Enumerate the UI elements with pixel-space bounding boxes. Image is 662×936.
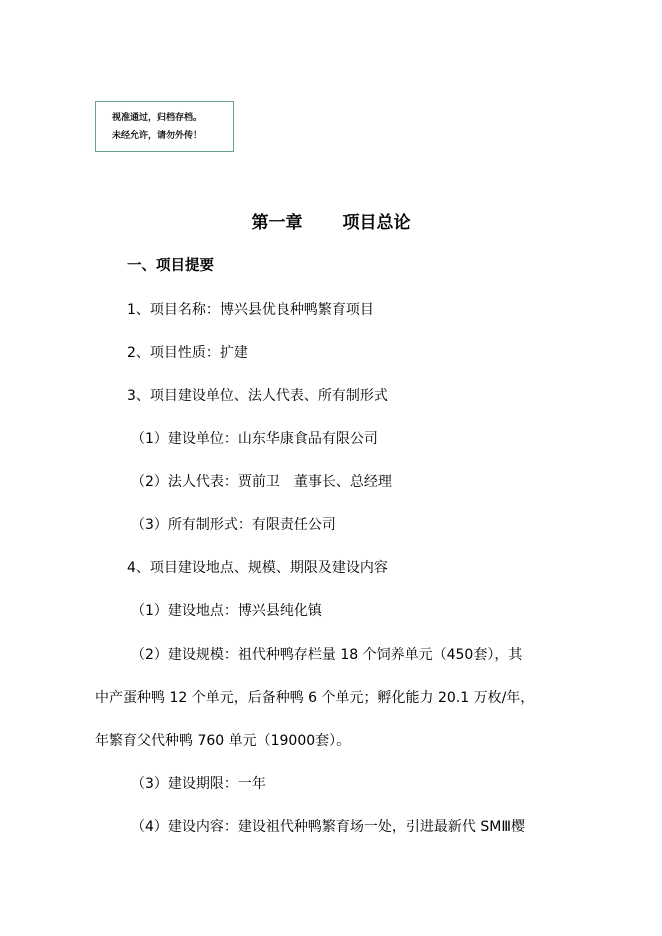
paragraph-owner-heading: 3、项目建设单位、法人代表、所有制形式 bbox=[127, 388, 388, 404]
paragraph-scale-line3: 年繁育父代种鸭 760 单元（19000套）。 bbox=[95, 733, 351, 749]
paragraph-construction-site: （1）建设地点：博兴县纯化镇 bbox=[131, 603, 322, 619]
paragraph-legal-representative: （2）法人代表：贾前卫 董事长、总经理 bbox=[131, 474, 392, 490]
paragraph-construction-period: （3）建设期限：一年 bbox=[131, 776, 266, 792]
chapter-number: 第一章 bbox=[251, 213, 303, 233]
stamp-line-confidential: 未经允许，请勿外传！ bbox=[112, 131, 203, 141]
chapter-title bbox=[0, 211, 662, 235]
approval-stamp-box bbox=[95, 101, 234, 152]
paragraph-ownership-form: （3）所有制形式：有限责任公司 bbox=[131, 517, 336, 533]
chapter-name: 项目总论 bbox=[342, 213, 411, 233]
paragraph-construction-content: （4）建设内容：建设祖代种鸭繁育场一处，引进最新代 SMⅢ樱 bbox=[131, 819, 525, 835]
paragraph-scale-line1: （2）建设规模：祖代种鸭存栏量 18 个饲养单元（450套），其 bbox=[131, 647, 523, 663]
paragraph-scale-line2: 中产蛋种鸭 12 个单元，后备种鸭 6 个单元；孵化能力 20.1 万枚/年， bbox=[95, 690, 535, 706]
section-heading: 一、项目提要 bbox=[127, 258, 214, 274]
paragraph-project-name: 1、项目名称：博兴县优良种鸭繁育项目 bbox=[127, 302, 374, 318]
paragraph-construction-unit: （1）建设单位：山东华康食品有限公司 bbox=[131, 431, 378, 447]
stamp-line-approval: 视准通过，归档存档。 bbox=[112, 113, 203, 123]
paragraph-project-nature: 2、项目性质：扩建 bbox=[127, 345, 248, 361]
paragraph-location-heading: 4、项目建设地点、规模、期限及建设内容 bbox=[127, 560, 388, 576]
